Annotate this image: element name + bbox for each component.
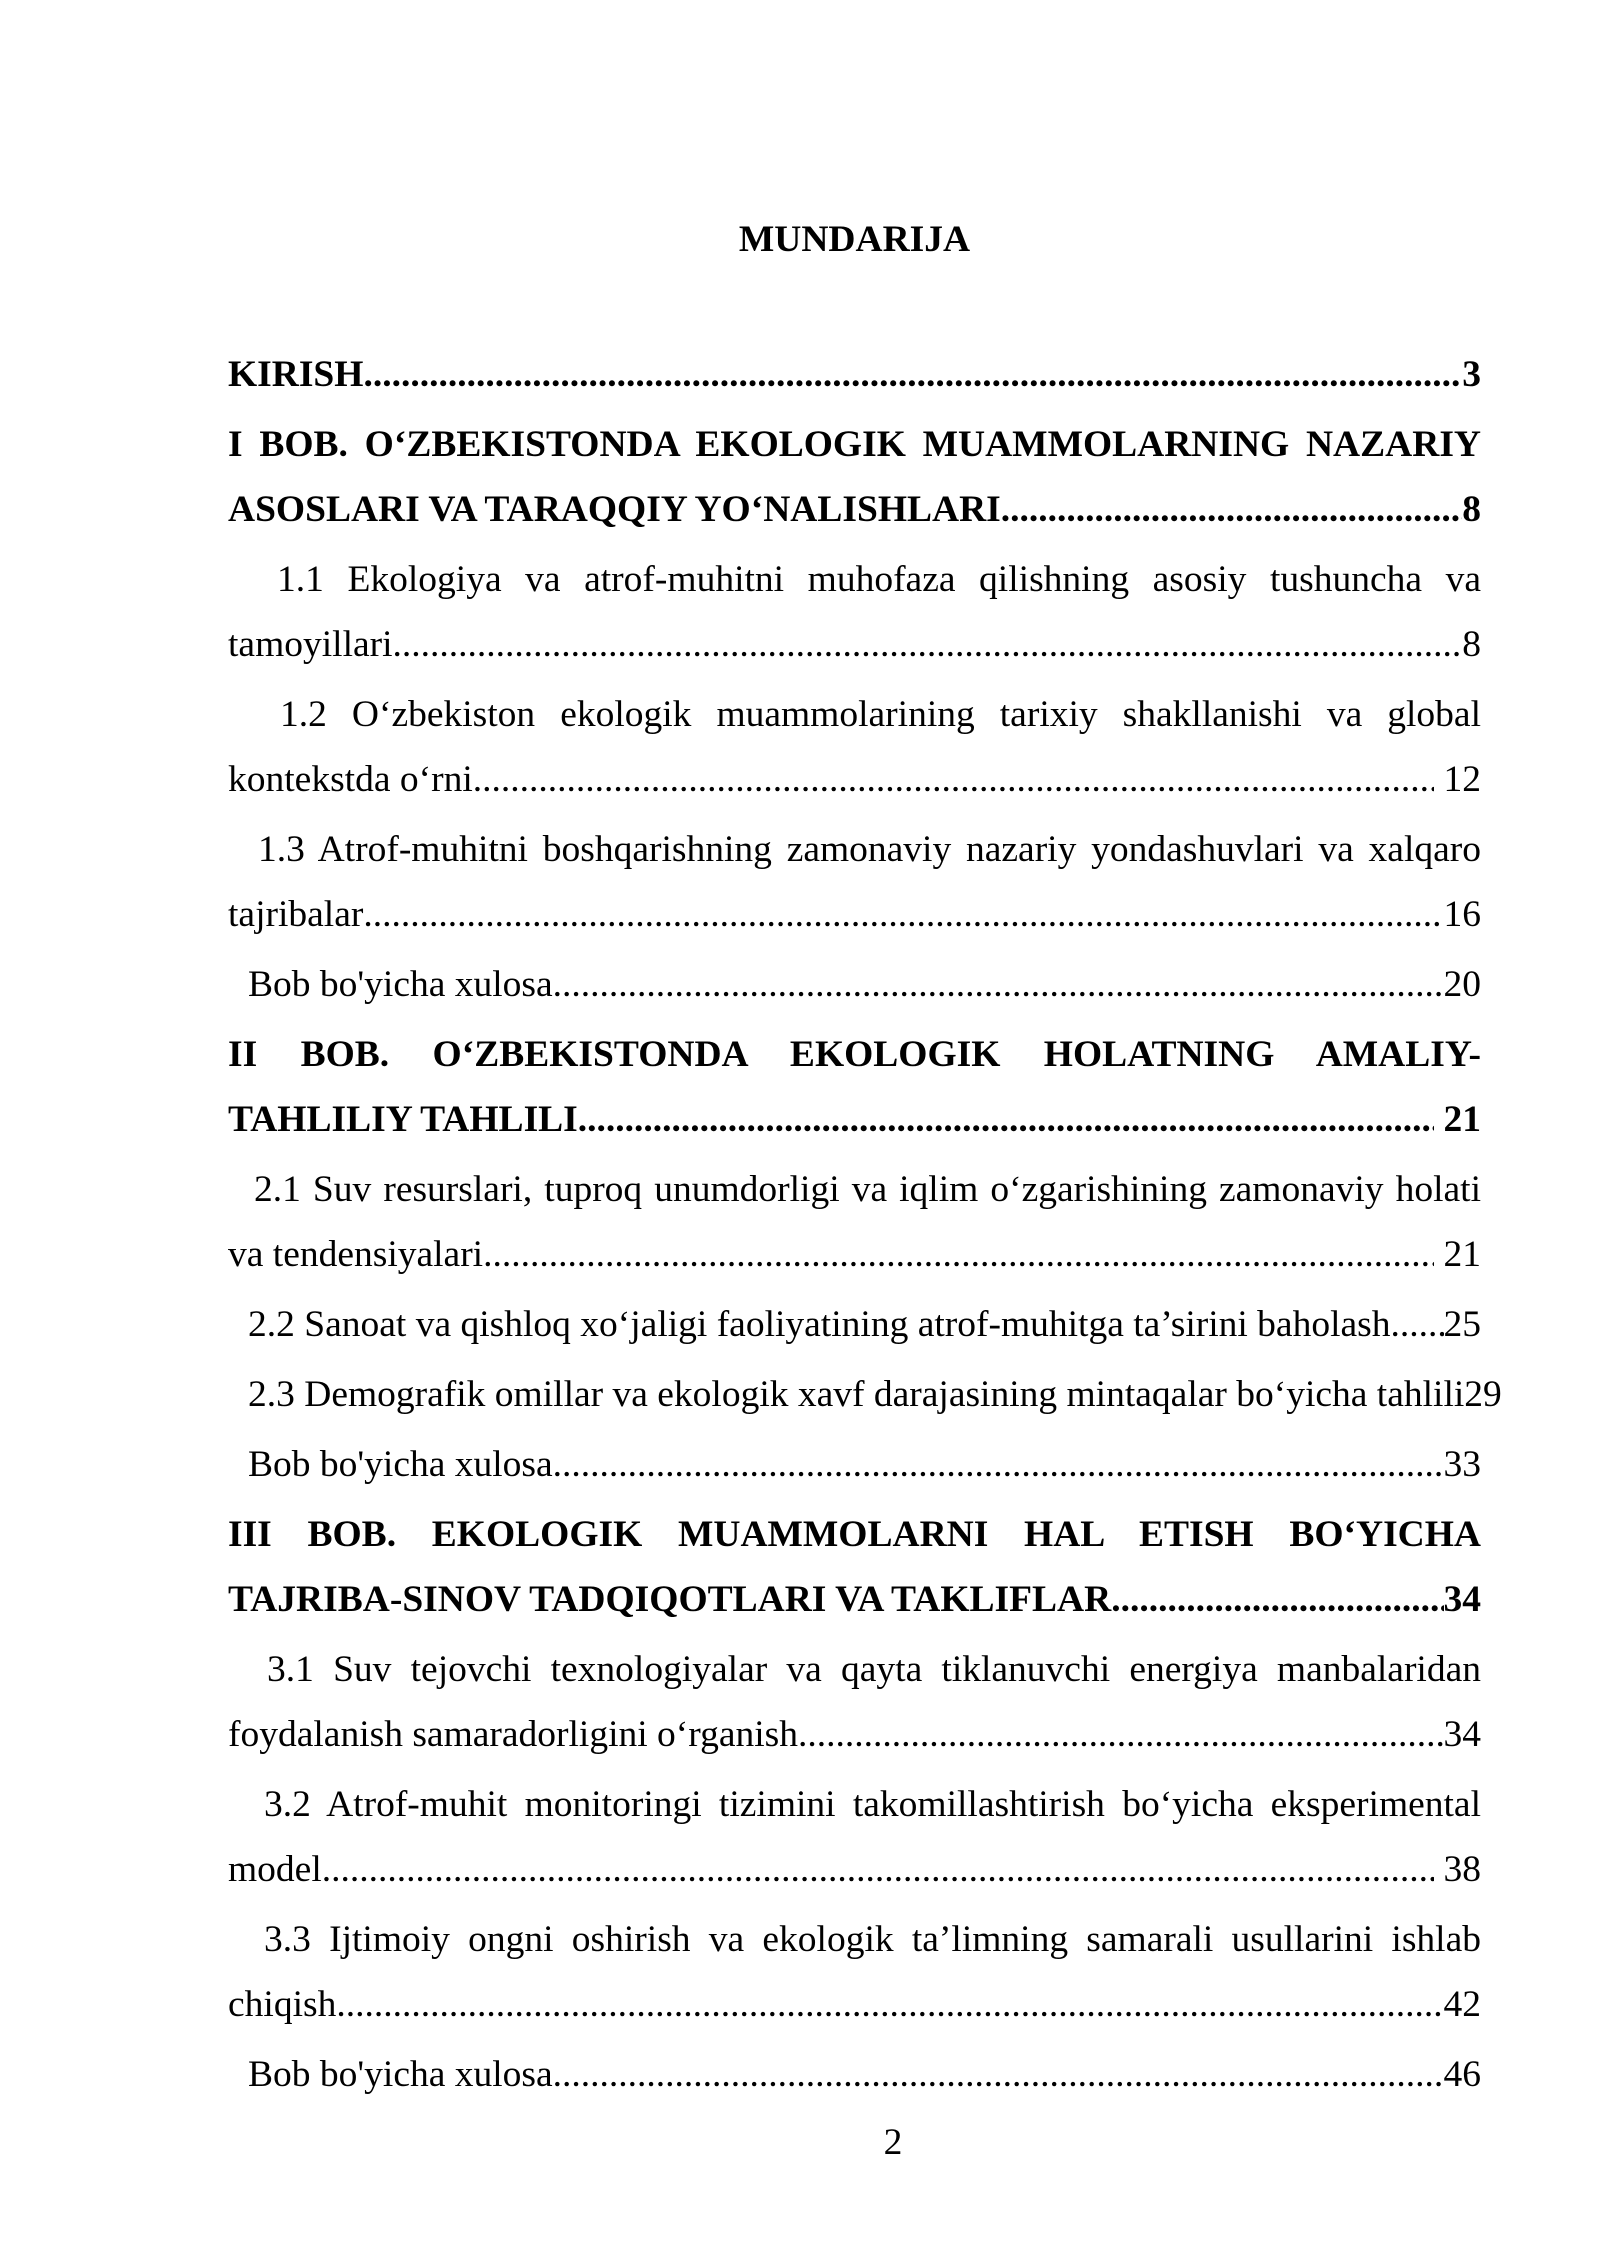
toc-page-number: 21: [1443, 1099, 1481, 1140]
leader-dots: [322, 1837, 1434, 1902]
toc-page-number: 21: [1443, 1234, 1481, 1275]
toc-entry-kirish: [228, 342, 1481, 407]
leader-dots: [553, 952, 1444, 1017]
table-of-contents: [228, 342, 1502, 2112]
toc-entry-title-line1: 1.1 Ekologiya va atrof-muhitni muhofaza qilishning asosiy tushuncha va: [277, 559, 1481, 600]
toc-entry-chapter-1-conclusion: [228, 952, 1481, 1017]
toc-line: [228, 1222, 1481, 1287]
toc-page-number: 29: [1464, 1374, 1502, 1415]
page-number: 2: [883, 2122, 903, 2163]
toc-entry-title-line1: II BOB. O‘ZBEKISTONDA EKOLOGIK HOLATNING AMALIY-: [228, 1034, 1481, 1075]
toc-line: [228, 1567, 1481, 1632]
toc-line: [228, 1702, 1481, 1767]
toc-entry-3-3: [228, 1907, 1481, 2037]
toc-entry-title-line1: III BOB. EKOLOGIK MUAMMOLARNI HAL ETISH BO‘YICHA: [228, 1514, 1481, 1555]
leader-dots: [1111, 1567, 1443, 1632]
leader-dots: [483, 1222, 1433, 1287]
toc-line: [228, 1972, 1481, 2037]
toc-entry-title-line1: 1.3 Atrof-muhitni boshqarishning zamonaviy nazariy yondashuvlari va xalqaro: [258, 829, 1481, 870]
leader-dots: [553, 2042, 1444, 2107]
toc-entry-title-line2: kontekstda o‘rni: [228, 759, 473, 800]
toc-entry-1-1: [228, 547, 1481, 677]
toc-entry-title-line1: 2.1 Suv resurslari, tuproq unumdorligi va iqlim o‘zgarishining zamonaviy holati: [254, 1169, 1481, 1210]
toc-line: [228, 1087, 1481, 1152]
leader-dots: [553, 1432, 1444, 1497]
toc-line: [228, 612, 1481, 677]
toc-entry-3-2: [228, 1772, 1481, 1902]
leader-dots: [363, 342, 1462, 407]
toc-entry-title-line2: TAJRIBA-SINOV TADQIQOTLARI VA TAKLIFLAR: [228, 1579, 1112, 1620]
toc-entry-title-line1: 3.3 Ijtimoiy ongni oshirish va ekologik ta’limning samarali usullarini ishlab: [264, 1919, 1481, 1960]
leader-dots: [1001, 477, 1462, 542]
page-title: MUNDARIJA: [738, 219, 971, 260]
toc-entry-title-line2: chiqish: [228, 1984, 337, 2025]
toc-entry-title-line2: tajribalar: [228, 894, 364, 935]
toc-entry-title-line2: tamoyillari: [228, 624, 393, 665]
toc-line: [228, 952, 1481, 1017]
toc-page-number: 25: [1443, 1304, 1481, 1345]
toc-line: [228, 882, 1481, 947]
toc-entry-3-1: [228, 1637, 1481, 1767]
leader-dots: [336, 1972, 1443, 2037]
toc-entry-title: KIRISH: [228, 354, 364, 395]
leader-dots: [1391, 1292, 1444, 1357]
toc-entry-title: 2.2 Sanoat va qishloq xo‘jaligi faoliyatining atrof-muhitga ta’sirini baholash: [248, 1304, 1391, 1345]
toc-page-number: 34: [1443, 1579, 1481, 1620]
toc-entry-title-line2: va tendensiyalari: [228, 1234, 484, 1275]
toc-entry-chapter-1: [228, 412, 1481, 542]
toc-entry-title-line1: 3.2 Atrof-muhit monitoringi tizimini takomillashtirish bo‘yicha eksperimental: [264, 1784, 1481, 1825]
toc-page-number: 12: [1443, 759, 1481, 800]
toc-line: [228, 1432, 1481, 1497]
toc-entry-title-line1: I BOB. O‘ZBEKISTONDA EKOLOGIK MUAMMOLARNING NAZARIY: [228, 424, 1481, 465]
toc-line: [228, 1362, 1502, 1427]
toc-line: [228, 747, 1481, 812]
toc-page-number: 38: [1443, 1849, 1481, 1890]
toc-entry-chapter-2: [228, 1022, 1481, 1152]
toc-line: [228, 342, 1481, 407]
toc-page-number: 8: [1462, 489, 1481, 530]
leader-dots: [798, 1702, 1443, 1767]
toc-line: [228, 477, 1481, 542]
toc-entry-title-line2: foydalanish samaradorligini o‘rganish: [228, 1714, 799, 1755]
toc-entry-1-2: [228, 682, 1481, 812]
leader-dots: [473, 747, 1434, 812]
leader-dots: [578, 1087, 1434, 1152]
leader-dots: [393, 612, 1463, 677]
toc-entry-title-line2: model: [228, 1849, 322, 1890]
toc-entry-title: 2.3 Demografik omillar va ekologik xavf darajasining mintaqalar bo‘yicha tahlili: [248, 1374, 1465, 1415]
toc-page-number: 42: [1443, 1984, 1481, 2025]
toc-entry-title: Bob bo'yicha xulosa: [248, 1444, 553, 1485]
toc-page-number: 46: [1443, 2054, 1481, 2095]
toc-page-number: 33: [1443, 1444, 1481, 1485]
leader-dots: [363, 882, 1443, 947]
toc-line: [228, 2042, 1481, 2107]
toc-entry-title-line2: ASOSLARI VA TARAQQIY YO‘NALISHLARI: [228, 489, 1001, 530]
toc-entry-title-line2: TAHLILIY TAHLILI: [228, 1099, 578, 1140]
toc-page-number: 16: [1443, 894, 1481, 935]
toc-entry-title: Bob bo'yicha xulosa: [248, 964, 553, 1005]
toc-entry-2-1: [228, 1157, 1481, 1287]
toc-page-number: 20: [1443, 964, 1481, 1005]
toc-entry-1-3: [228, 817, 1481, 947]
toc-entry-chapter-3-conclusion: [228, 2042, 1481, 2107]
toc-page-number: 34: [1443, 1714, 1481, 1755]
toc-entry-chapter-2-conclusion: [228, 1432, 1481, 1497]
toc-page-number: 3: [1462, 354, 1481, 395]
toc-entry-2-2: [228, 1292, 1481, 1357]
toc-entry-title-line1: 3.1 Suv tejovchi texnologiyalar va qayta tiklanuvchi energiya manbalaridan: [267, 1649, 1481, 1690]
toc-entry-title-line1: 1.2 O‘zbekiston ekologik muammolarining tarixiy shakllanishi va global: [280, 694, 1481, 735]
toc-entry-chapter-3: [228, 1502, 1481, 1632]
toc-entry-2-3: [228, 1362, 1502, 1427]
toc-entry-title: Bob bo'yicha xulosa: [248, 2054, 553, 2095]
toc-line: [228, 1837, 1481, 1902]
toc-line: [228, 1292, 1481, 1357]
toc-page-number: 8: [1462, 624, 1481, 665]
